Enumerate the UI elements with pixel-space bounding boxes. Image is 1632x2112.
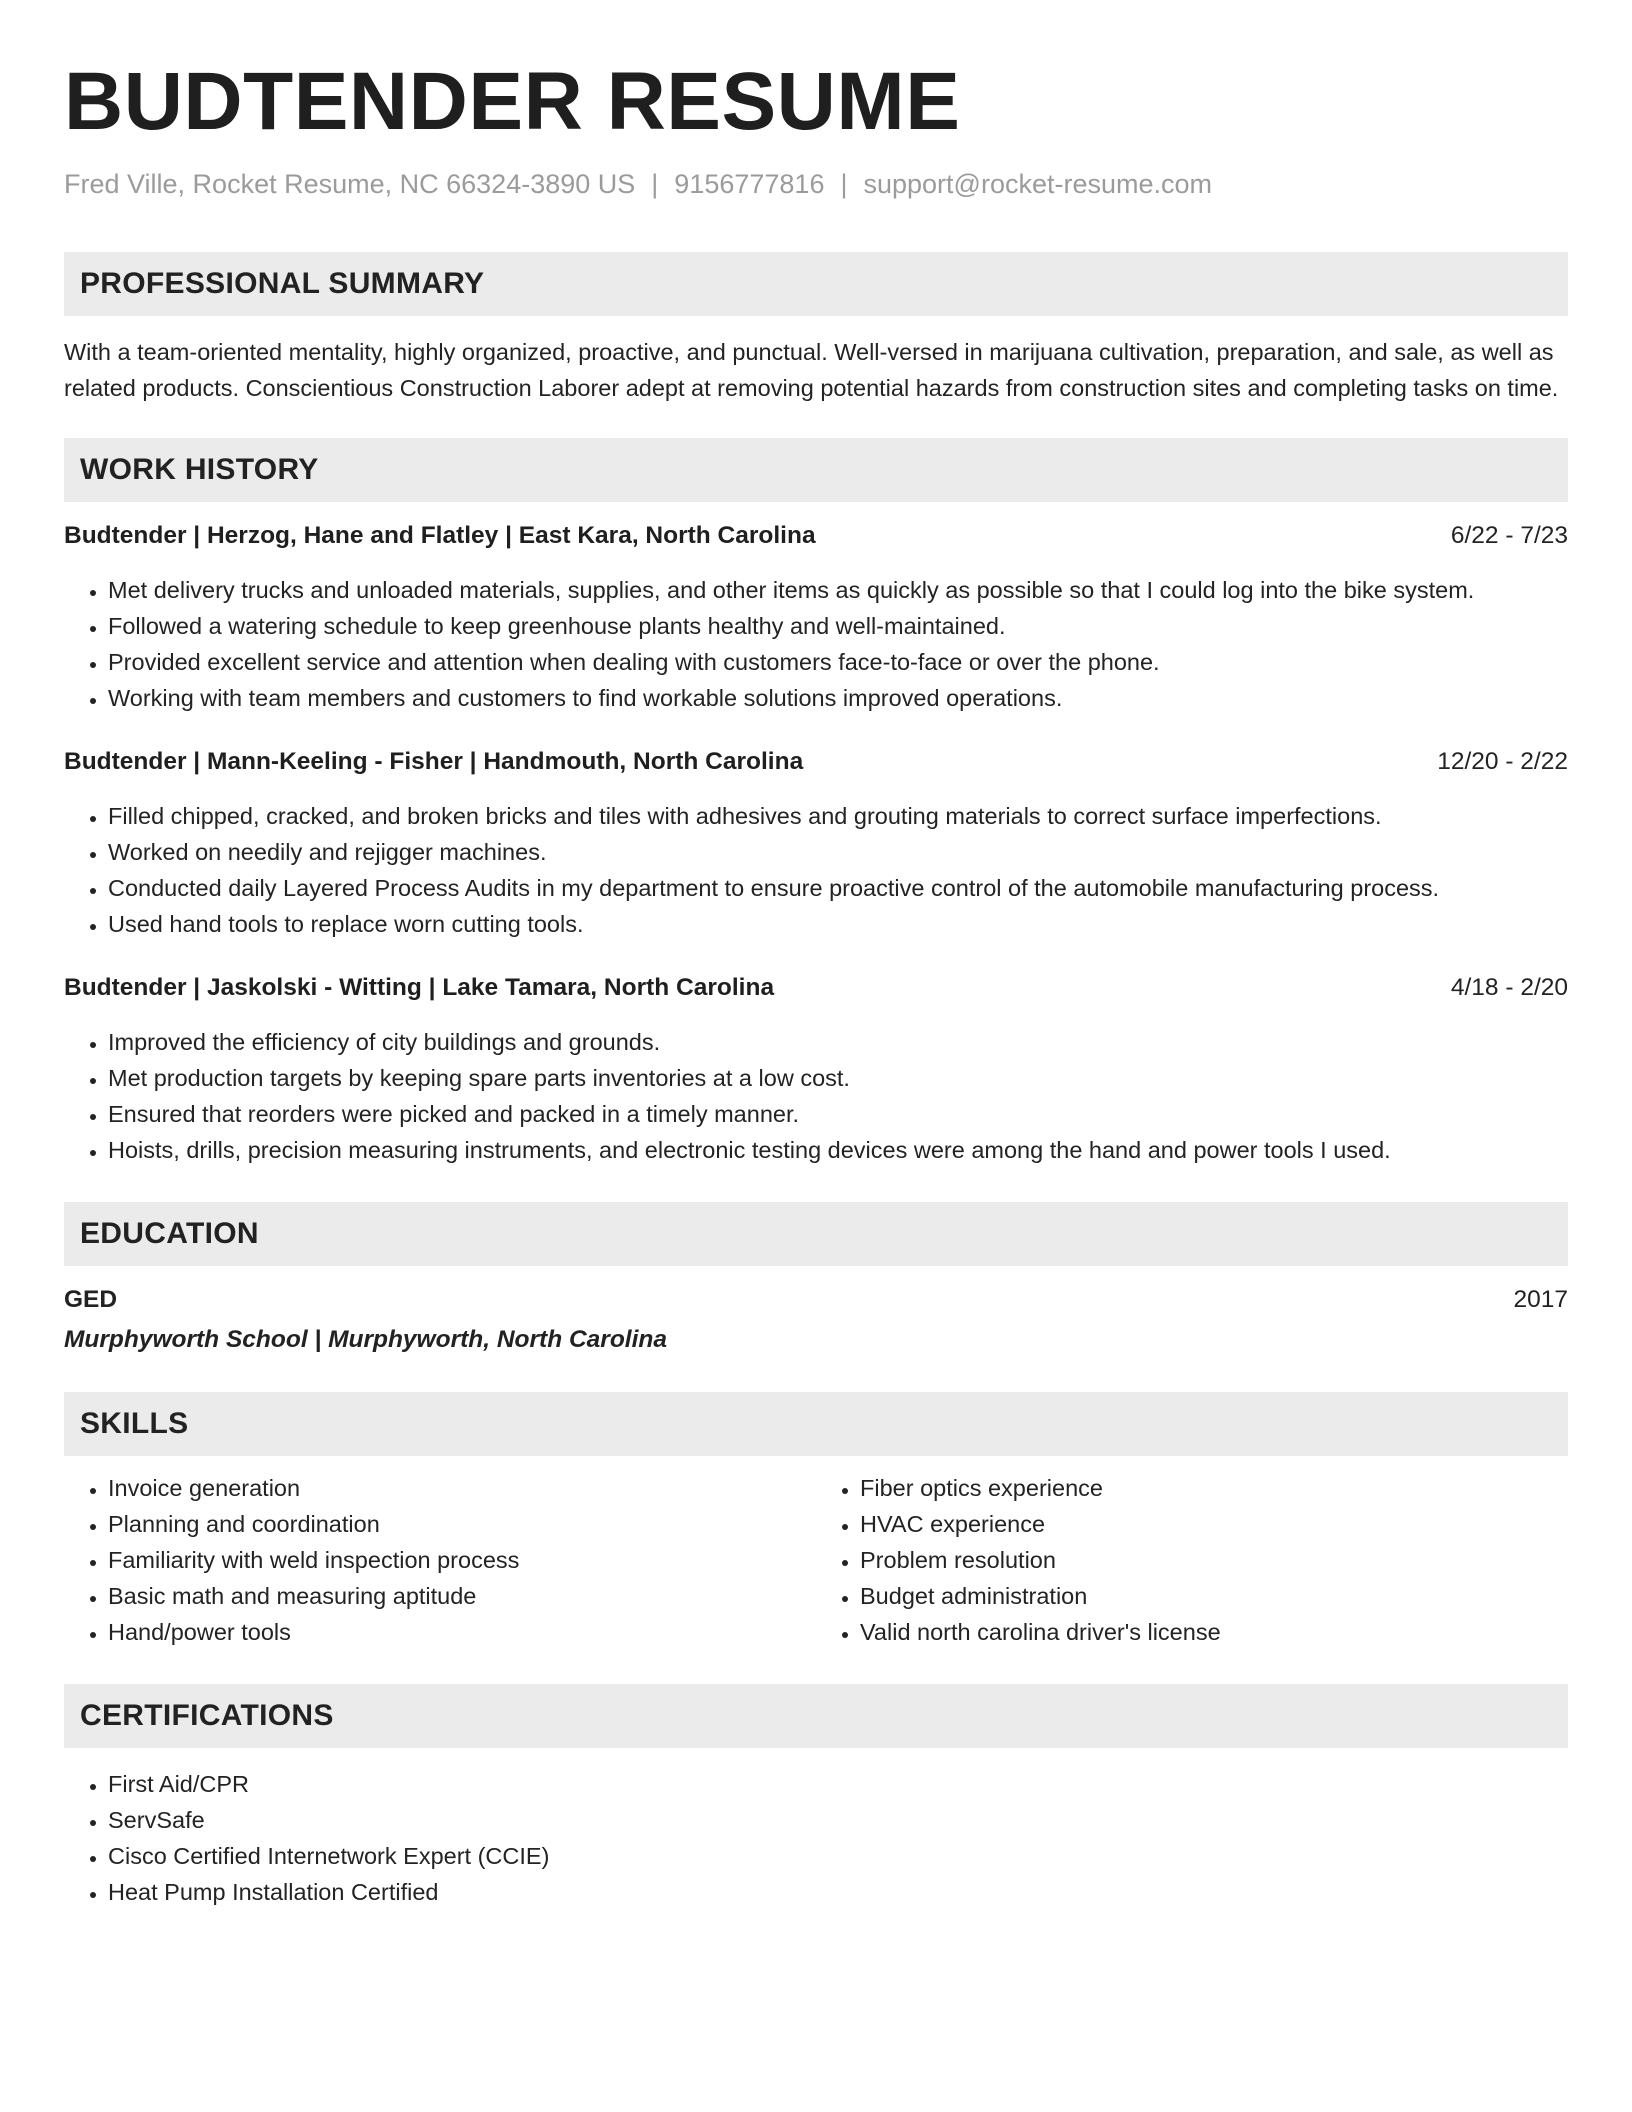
job-bullet: • Conducted daily Layered Process Audits in my department to ensure proactive control of the automobile manufacturing process. — [108, 870, 1568, 906]
work-history-heading: WORK HISTORY — [64, 438, 1568, 502]
contact-phone: 9156777816 — [674, 169, 825, 199]
education-degree: GED — [64, 1286, 118, 1313]
education-heading: EDUCATION — [64, 1202, 1568, 1266]
job-bullet: • Filled chipped, cracked, and broken bricks and tiles with adhesives and grouting materials to correct surface imperfections. — [108, 798, 1568, 834]
skill-item: • Invoice generation — [108, 1470, 816, 1506]
education-year: 2017 — [1513, 1286, 1568, 1313]
education-school: Murphyworth School | Murphyworth, North Carolina — [64, 1326, 668, 1353]
education-entry — [64, 1282, 1568, 1318]
job-entry — [64, 518, 1568, 716]
job-bullets — [64, 1024, 1568, 1168]
job-bullet: • Ensured that reorders were picked and packed in a timely manner. — [108, 1096, 1568, 1132]
skills-columns — [64, 1470, 1568, 1650]
skill-item: • Planning and coordination — [108, 1506, 816, 1542]
job-dates: 4/18 - 2/20 — [1450, 974, 1568, 1001]
skills-column-left — [64, 1470, 816, 1650]
certification-item: • Heat Pump Installation Certified — [108, 1874, 1568, 1910]
skill-item: • Fiber optics experience — [860, 1470, 1568, 1506]
certifications-heading: CERTIFICATIONS — [64, 1684, 1568, 1748]
skills-list — [64, 1470, 816, 1650]
job-bullet: • Worked on needily and rejigger machines. — [108, 834, 1568, 870]
job-header — [64, 518, 1568, 554]
certification-item: • Cisco Certified Internetwork Expert (CCIE) — [108, 1838, 1568, 1874]
skills-column-right — [816, 1470, 1568, 1650]
job-title: Budtender | Jaskolski - Witting | Lake Tamara, North Carolina — [64, 974, 775, 1001]
skill-item: • Valid north carolina driver's license — [860, 1614, 1568, 1650]
job-bullets — [64, 798, 1568, 942]
job-header — [64, 970, 1568, 1006]
job-title: Budtender | Mann-Keeling - Fisher | Handmouth, North Carolina — [64, 748, 804, 775]
job-bullets — [64, 572, 1568, 716]
skill-item: • Budget administration — [860, 1578, 1568, 1614]
skill-item: • Basic math and measuring aptitude — [108, 1578, 816, 1614]
contact-separator: | — [840, 169, 848, 199]
contact-email: support@rocket-resume.com — [863, 169, 1213, 199]
skill-item: • Problem resolution — [860, 1542, 1568, 1578]
certifications-list — [64, 1766, 1568, 1910]
job-bullet: • Working with team members and customers to find workable solutions improved operations. — [108, 680, 1568, 716]
skill-item: • HVAC experience — [860, 1506, 1568, 1542]
contact-address: Fred Ville, Rocket Resume, NC 66324-3890 US — [64, 169, 636, 199]
summary-text: With a team-oriented mentality, highly organized, proactive, and punctual. Well-versed in marijuana cultivation, preparation, and sale, as well as related products. Conscientious Construction Laborer adept at removing potential hazards from construction sites and completing tasks on time. — [64, 339, 1559, 401]
job-dates: 6/22 - 7/23 — [1450, 522, 1568, 549]
certification-item: • ServSafe — [108, 1802, 1568, 1838]
skills-heading: SKILLS — [64, 1392, 1568, 1456]
job-bullet: • Met delivery trucks and unloaded materials, supplies, and other items as quickly as possible so that I could log into the bike system. — [108, 572, 1568, 608]
job-title: Budtender | Herzog, Hane and Flatley | East Kara, North Carolina — [64, 522, 816, 549]
job-entry — [64, 744, 1568, 942]
skills-list — [816, 1470, 1568, 1650]
job-bullet: • Hoists, drills, precision measuring instruments, and electronic testing devices were among the hand and power tools I used. — [108, 1132, 1568, 1168]
job-header — [64, 744, 1568, 780]
job-bullet: • Followed a watering schedule to keep greenhouse plants healthy and well-maintained. — [108, 608, 1568, 644]
certification-item: • First Aid/CPR — [108, 1766, 1568, 1802]
skill-item: • Familiarity with weld inspection process — [108, 1542, 816, 1578]
skill-item: • Hand/power tools — [108, 1614, 816, 1650]
job-bullet: • Improved the efficiency of city buildings and grounds. — [108, 1024, 1568, 1060]
contact-line — [64, 166, 1568, 202]
job-entry — [64, 970, 1568, 1168]
job-dates: 12/20 - 2/22 — [1437, 748, 1568, 775]
resume-title: BUDTENDER RESUME — [64, 56, 961, 147]
summary-heading: PROFESSIONAL SUMMARY — [64, 252, 1568, 316]
job-bullet: • Used hand tools to replace worn cutting tools. — [108, 906, 1568, 942]
job-bullet: • Met production targets by keeping spare parts inventories at a low cost. — [108, 1060, 1568, 1096]
contact-separator: | — [651, 169, 659, 199]
job-bullet: • Provided excellent service and attention when dealing with customers face-to-face or over the phone. — [108, 644, 1568, 680]
